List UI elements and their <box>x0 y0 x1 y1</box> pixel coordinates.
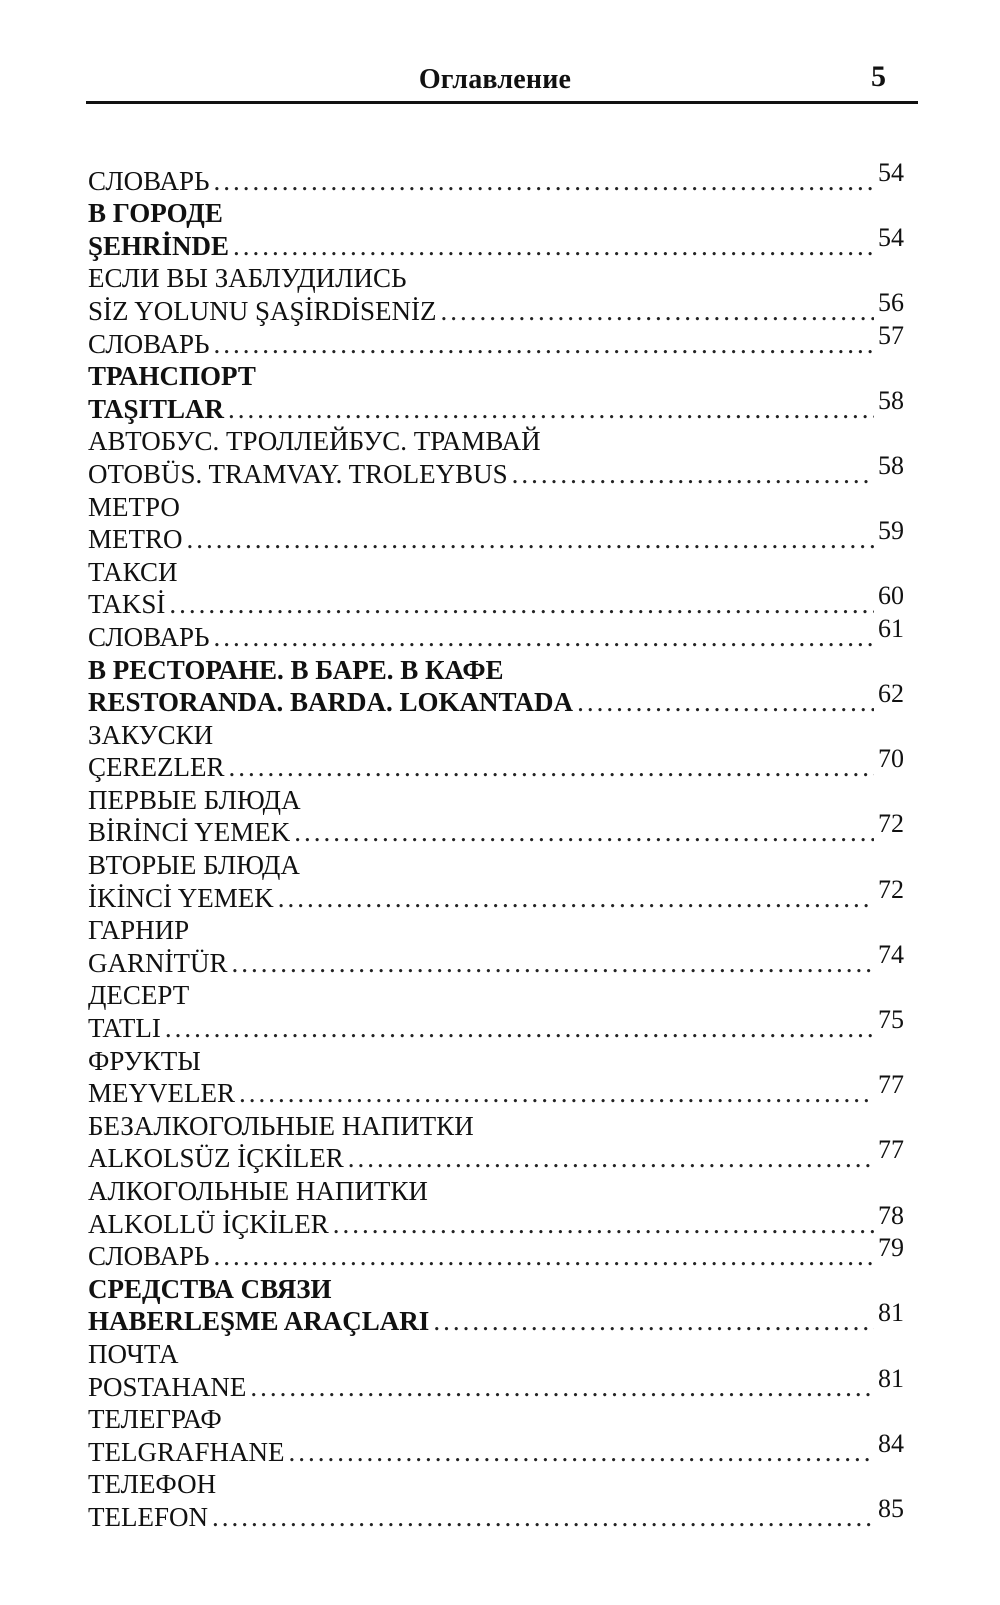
toc-entry-text: БЕЗАЛКОГОЛЬНЫЕ НАПИТКИ <box>88 1110 474 1141</box>
toc-entry-text: TELEFON <box>88 1501 208 1532</box>
toc-entry-text: СЛОВАРЬ <box>88 621 210 652</box>
toc-page-number: 79 <box>878 1233 904 1263</box>
toc-page-number: 78 <box>878 1200 904 1230</box>
toc-page-number: 84 <box>878 1428 904 1458</box>
toc-entry-text: ALKOLLÜ İÇKİLER <box>88 1208 329 1239</box>
toc-heading <box>88 196 918 229</box>
toc-entry <box>88 1493 918 1532</box>
table-of-contents <box>88 157 918 1532</box>
dot-leader <box>289 1437 875 1467</box>
toc-heading <box>88 978 918 1011</box>
toc-entry <box>88 1005 918 1044</box>
toc-entry <box>88 744 918 783</box>
toc-entry-text: TATLI <box>88 1013 161 1044</box>
dot-leader <box>278 883 874 913</box>
toc-entry <box>88 1135 918 1174</box>
toc-entry-text: В ГОРОДЕ <box>88 198 223 229</box>
toc-page-number: 58 <box>878 450 904 480</box>
running-head <box>86 56 904 100</box>
dot-leader <box>577 687 874 717</box>
toc-entry-text: TAŞITLAR <box>88 393 225 424</box>
toc-page-number: 81 <box>878 1363 904 1393</box>
dot-leader <box>239 1078 874 1108</box>
toc-page-number: 74 <box>878 939 904 969</box>
dot-leader <box>165 1013 874 1043</box>
toc-entry-text: СРЕДСТВА СВЯЗИ <box>88 1273 332 1304</box>
toc-entry-text: ТАКСИ <box>88 556 178 587</box>
toc-heading <box>88 1336 918 1369</box>
toc-heading <box>88 554 918 587</box>
toc-entry-text: СЛОВАРЬ <box>88 165 210 196</box>
toc-entry <box>88 1363 918 1402</box>
toc-entry <box>88 222 918 261</box>
toc-entry-text: ÇEREZLER <box>88 752 225 783</box>
dot-leader <box>187 524 875 554</box>
toc-entry <box>88 1070 918 1109</box>
toc-page-number: 77 <box>878 1070 904 1100</box>
toc-entry <box>88 287 918 326</box>
toc-entry-text: ФРУКТЫ <box>88 1045 201 1076</box>
toc-page-number: 75 <box>878 1005 904 1035</box>
dot-leader <box>213 329 874 359</box>
toc-heading <box>88 1271 918 1304</box>
dot-leader <box>213 622 874 652</box>
toc-entry-text: HABERLEŞME ARAÇLARI <box>88 1306 430 1337</box>
toc-page-number: 59 <box>878 516 904 546</box>
dot-leader <box>250 1372 874 1402</box>
toc-heading <box>88 424 918 457</box>
toc-entry <box>88 1233 918 1272</box>
toc-entry-text: ЗАКУСКИ <box>88 719 214 750</box>
toc-page-number: 62 <box>878 679 904 709</box>
dot-leader <box>333 1209 874 1239</box>
toc-heading <box>88 782 918 815</box>
dot-leader <box>512 459 874 489</box>
dot-leader <box>233 231 874 261</box>
toc-entry <box>88 874 918 913</box>
toc-heading <box>88 847 918 880</box>
toc-page-number: 54 <box>878 222 904 252</box>
toc-entry-text: POSTAHANE <box>88 1371 247 1402</box>
toc-heading <box>88 913 918 946</box>
toc-entry <box>88 581 918 620</box>
toc-heading <box>88 1173 918 1206</box>
header-rule <box>86 101 918 104</box>
toc-entry-text: МЕТРО <box>88 491 180 522</box>
toc-entry-text: OTOBÜS. TRAMVAY. TROLEYBUS <box>88 458 508 489</box>
toc-entry <box>88 157 918 196</box>
toc-page-number: 61 <box>878 613 904 643</box>
toc-entry <box>88 1428 918 1467</box>
toc-page-number: 56 <box>878 287 904 317</box>
toc-heading <box>88 261 918 294</box>
toc-entry-text: MEYVELER <box>88 1078 235 1109</box>
toc-entry <box>88 450 918 489</box>
toc-page-number: 70 <box>878 744 904 774</box>
dot-leader <box>213 1241 874 1271</box>
dot-leader <box>229 752 875 782</box>
toc-entry-text: METRO <box>88 524 183 555</box>
dot-leader <box>212 1502 874 1532</box>
toc-entry-text: СЛОВАРЬ <box>88 328 210 359</box>
toc-page-number: 85 <box>878 1493 904 1523</box>
toc-page-number: 60 <box>878 581 904 611</box>
toc-page-number: 77 <box>878 1135 904 1165</box>
toc-entry-text: BİRİNCİ YEMEK <box>88 817 291 848</box>
dot-leader <box>433 1306 874 1336</box>
toc-entry <box>88 1200 918 1239</box>
toc-entry-text: TAKSİ <box>88 589 166 620</box>
dot-leader <box>232 948 875 978</box>
toc-entry-text: ВТОРЫЕ БЛЮДА <box>88 850 300 881</box>
toc-page-number: 81 <box>878 1298 904 1328</box>
dot-leader <box>169 589 874 619</box>
toc-entry-text: ПЕРВЫЕ БЛЮДА <box>88 784 301 815</box>
dot-leader <box>213 166 874 196</box>
toc-entry <box>88 1298 918 1337</box>
toc-heading <box>88 359 918 392</box>
toc-entry-text: ДЕСЕРТ <box>88 980 190 1011</box>
toc-entry-text: İKİNCİ YEMEK <box>88 882 274 913</box>
toc-entry-text: SİZ YOLUNU ŞAŞİRDİSENİZ <box>88 295 437 326</box>
toc-page-number: 54 <box>878 157 904 187</box>
toc-page-number: 72 <box>878 809 904 839</box>
page-title: Оглавление <box>418 64 572 95</box>
toc-entry <box>88 939 918 978</box>
toc-heading <box>88 1467 918 1500</box>
toc-entry-text: ПОЧТА <box>88 1338 179 1369</box>
toc-heading <box>88 1108 918 1141</box>
toc-page-number: 57 <box>878 320 904 350</box>
toc-heading <box>88 717 918 750</box>
toc-entry-text: В РЕСТОРАНЕ. В БАРЕ. В КАФЕ <box>88 654 504 685</box>
page-number: 5 <box>871 60 886 93</box>
dot-leader <box>348 1143 874 1173</box>
toc-page-number: 58 <box>878 385 904 415</box>
toc-entry <box>88 385 918 424</box>
toc-entry-text: ГАРНИР <box>88 915 190 946</box>
toc-entry-text: ЕСЛИ ВЫ ЗАБЛУДИЛИСЬ <box>88 263 407 294</box>
toc-entry-text: GARNİTÜR <box>88 947 228 978</box>
toc-entry-text: TELGRAFHANE <box>88 1436 285 1467</box>
toc-entry <box>88 516 918 555</box>
toc-entry <box>88 809 918 848</box>
toc-entry-text: ТРАНСПОРТ <box>88 361 256 392</box>
toc-entry <box>88 613 918 652</box>
toc-entry-text: ŞEHRİNDE <box>88 230 230 261</box>
toc-heading <box>88 652 918 685</box>
toc-entry-text: ТЕЛЕГРАФ <box>88 1404 222 1435</box>
toc-entry-text: СЛОВАРЬ <box>88 1241 210 1272</box>
toc-entry <box>88 679 918 718</box>
toc-entry-text: АВТОБУС. ТРОЛЛЕЙБУС. ТРАМВАЙ <box>88 426 541 457</box>
dot-leader <box>441 296 875 326</box>
toc-page-number: 72 <box>878 874 904 904</box>
dot-leader <box>228 394 874 424</box>
toc-heading <box>88 1043 918 1076</box>
toc-entry <box>88 320 918 359</box>
toc-entry-text: АЛКОГОЛЬНЫЕ НАПИТКИ <box>88 1176 428 1206</box>
dot-leader <box>294 817 874 847</box>
toc-entry-text: ТЕЛЕФОН <box>88 1469 217 1500</box>
toc-entry-text: RESTORANDA. BARDA. LOKANTADA <box>88 687 574 718</box>
toc-heading <box>88 1402 918 1435</box>
toc-heading <box>88 489 918 522</box>
toc-entry-text: ALKOLSÜZ İÇKİLER <box>88 1143 344 1174</box>
